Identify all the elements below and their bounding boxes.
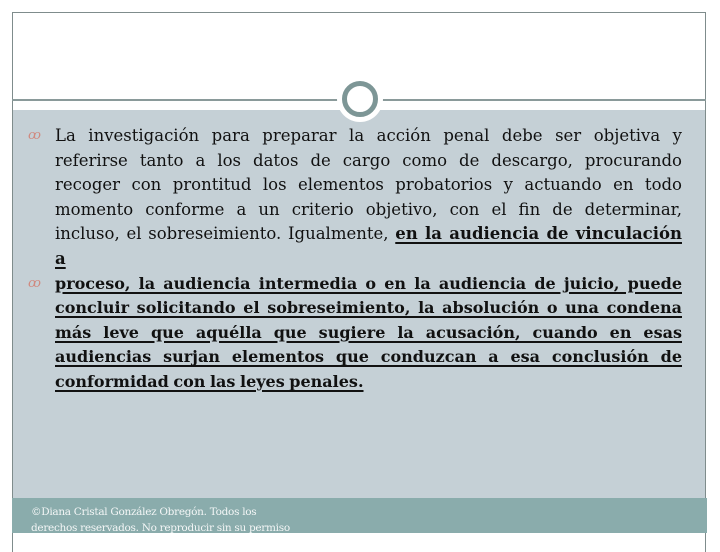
bullet-2-emphasis: proceso, la audiencia intermedia o en la audiencia de juicio, puede concluir solicitando el sobreseimiento, la absolución o una condena más leve que aquélla que sugiere la acusación, cuando en esas audiencias surjan elementos que conduzcan a esa conclusión de conformidad con las leyes penales. — [55, 273, 682, 391]
bullet-1-text: La investigación para preparar la acción penal debe ser objetiva y referirse tanto a los datos de cargo como de descargo, procurando recoger con prontitud los elementos probatorios y actuando en todo momento conforme a un criterio objetivo, con el fin de determinar, incluso, el sobreseimiento. Igualmente, — [55, 126, 682, 244]
scroll-bullet-icon: ꝏ — [28, 275, 40, 291]
copyright-text: ©Diana Cristal González Obregón. Todos los derechos reservados. No reproducir sin su permiso — [31, 506, 290, 533]
bullet-paragraph-1 — [28, 124, 682, 272]
bullet-paragraph-2 — [28, 272, 682, 395]
bullet-1-emphasis: en la audiencia de vinculación a — [55, 224, 682, 268]
divider-circle-icon — [342, 81, 378, 117]
footer-bar — [12, 498, 707, 533]
scroll-bullet-icon: ꝏ — [28, 128, 40, 143]
slide-body — [28, 124, 682, 395]
